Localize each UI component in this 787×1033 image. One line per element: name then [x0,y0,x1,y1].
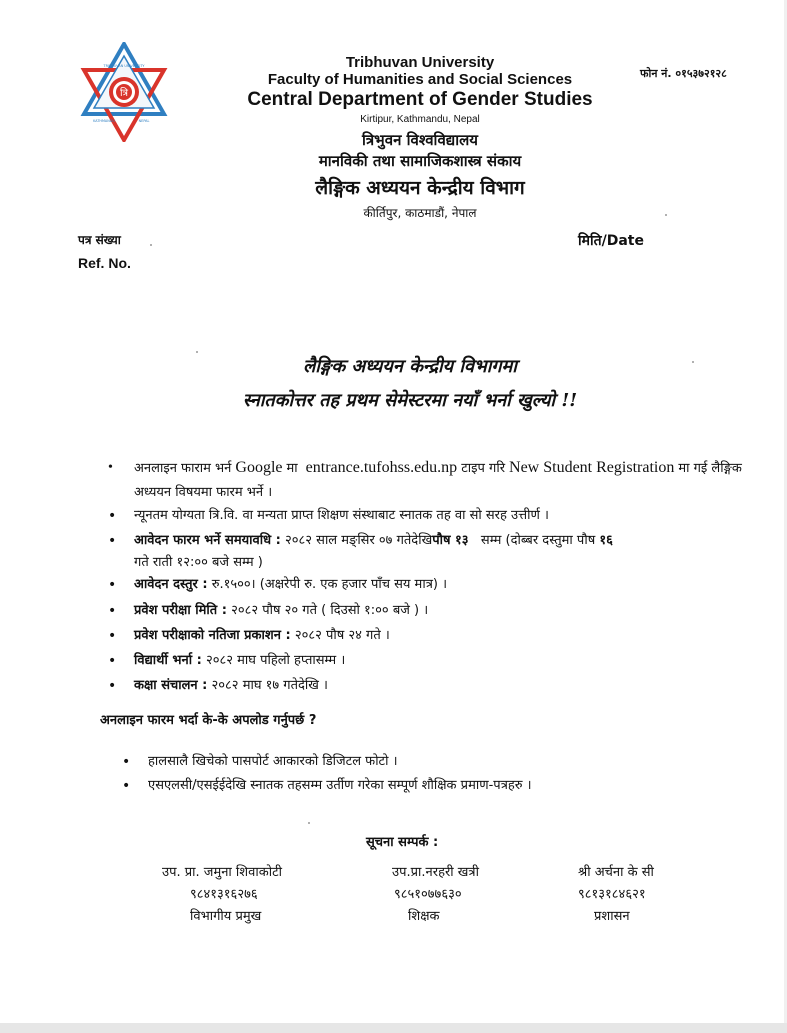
fee-value: रु.१५००। (अक्षरेपी रु. एक हजार पाँच सय मात्र) । [211,577,448,592]
result-label: प्रवेश परीक्षाको नतिजा प्रकाशन : [134,628,291,643]
bullet-icon: • [108,508,117,524]
entrance-url: entrance.tufohss.edu.np [305,459,458,476]
bullet-application-period [108,530,774,574]
upload-item-photo-text: हालसालै खिचेको पासपोर्ट आकारको डिजिटल फोटो । [148,754,398,769]
contact-person-2 [392,862,479,928]
class-label: कक्षा संचालन : [134,678,208,693]
bullet-exam-date [108,600,774,622]
bullet-class-start [108,675,774,697]
contact-person-1 [162,862,282,928]
scan-speck [150,244,152,246]
notice-title-line2: स्नातकोत्तर तह प्रथम सेमेस्टरमा नयाँ भर्ना खुल्यो !! [242,390,578,411]
bullet-icon: • [108,577,117,593]
google-text: Google [235,459,283,476]
result-value: २०८२ पौष २४ गते । [294,628,390,643]
contact-name: श्री अर्चना के सी [578,865,654,880]
exam-value: २०८२ पौष २० गते ( दिउसो १:०० बजे ) । [231,603,429,618]
phone-number: फोन नं. ०१५३७२१२८ [640,67,727,80]
contact-name: उप.प्रा.नरहरी खत्री [392,865,479,880]
logo-text-left: KATHMANDU [93,119,115,123]
logo-text-right: NEPAL [138,119,150,123]
department-name-en: Central Department of Gender Studies [247,89,593,110]
scan-speck [308,822,310,824]
faculty-name-en: Faculty of Humanities and Social Sciences [267,71,573,88]
upload-item-certificates-text: एसएलसी/एसईईदेखि स्नातक तहसम्म उर्तीण गरेका सम्पूर्ण शौक्षिक प्रमाण-पत्रहरु । [148,778,532,793]
contact-role: शिक्षक [408,909,440,924]
bullet-admission [108,650,774,672]
bullet-icon: • [108,678,117,694]
contact-title: सूचना सम्पर्क : [366,835,439,850]
scan-speck [692,361,694,363]
bullet-icon: • [122,754,131,770]
page-bottom-strip [0,1023,787,1033]
address-np: कीर्तिपुर, काठमाडौं, नेपाल [363,206,477,220]
university-name-np: त्रिभुवन विश्वविद्यालय [362,131,478,149]
logo-text-top: TRIBHUVAN UNIVERSITY [103,64,145,68]
period-text-d: १६ [599,533,613,548]
scan-speck [196,351,198,353]
contact-role: प्रशासन [594,909,630,924]
notice-title-line1: लैङ्गिक अध्ययन केन्द्रीय विभागमा [303,356,517,377]
upload-item-certificates [122,775,768,797]
faculty-name-np: मानविकी तथा सामाजिकशास्त्र संकाय [318,152,522,170]
bullet-result [108,625,774,647]
ref-label-en: Ref. No. [78,255,131,271]
address-en: Kirtipur, Kathmandu, Nepal [360,114,480,125]
department-name-np: लैङ्गिक अध्ययन केन्द्रीय विभाग [315,177,525,199]
online-form-ma: मा [286,461,298,476]
fee-label: आवेदन दस्तुर : [134,577,208,592]
admission-label: विद्यार्थी भर्ना : [134,653,202,668]
upload-item-photo [122,751,768,773]
admission-value: २०८२ माघ पहिलो हप्तासम्म । [205,653,346,668]
exam-label: प्रवेश परीक्षा मिति : [134,603,227,618]
online-form-text-b: टाइप गरि [461,461,506,476]
upload-question: अनलाइन फारम भर्दा के-के अपलोड गर्नुपर्छ ? [100,713,317,728]
period-text-b: पौष १३ [432,533,469,548]
date-label: मिति/Date [578,233,644,249]
period-text-a: २०८२ साल मङ्सिर ०७ गतेदेखि [284,533,433,548]
contact-name: उप. प्रा. जमुना शिवाकोटी [162,865,283,880]
contact-person-3 [578,862,654,928]
period-text-e: गते राती १२:०० बजे सम्म ) [134,555,263,570]
ref-label-np: पत्र संख्या [78,233,121,247]
online-form-text-c: मा गई लैङ्गिक अध्ययन विषयमा फारम भर्ने । [134,461,742,500]
bullet-fee [108,574,774,596]
new-student-registration: New Student Registration [509,459,675,476]
bullet-icon: • [122,778,131,794]
bullet-icon: • [108,533,117,549]
contact-phone: ९८४१३१६२७६ [190,887,258,902]
online-form-text-a: अनलाइन फाराम भर्न [134,461,232,476]
contact-role: विभागीय प्रमुख [190,909,262,924]
period-label: आवेदन फारम भर्ने समयावधि : [134,533,281,548]
scan-speck [665,214,667,216]
contact-phone: ९८१३१८४६२१ [578,887,646,902]
eligibility-text: न्यूनतम योग्यता त्रि.वि. वा मन्यता प्राप्त शिक्षण संस्थाबाट स्नातक तह वा सो सरह उत्तीर्ण । [134,508,549,523]
bullet-icon: • [108,460,113,475]
bullet-icon: • [108,628,117,644]
bullet-online-form [108,456,774,504]
bullet-eligibility [108,505,774,527]
class-value: २०८२ माघ १७ गतेदेखि । [211,678,328,693]
bullet-icon: • [108,653,117,669]
university-logo [80,42,168,142]
bullet-icon: • [108,603,117,619]
contact-phone: ९८५१०७७६३० [394,887,462,902]
svg-text:त्रि: त्रि [119,88,129,99]
period-text-c: सम्म (दोब्बर दस्तुमा पौष [480,533,596,548]
university-name-en: Tribhuvan University [345,54,495,71]
